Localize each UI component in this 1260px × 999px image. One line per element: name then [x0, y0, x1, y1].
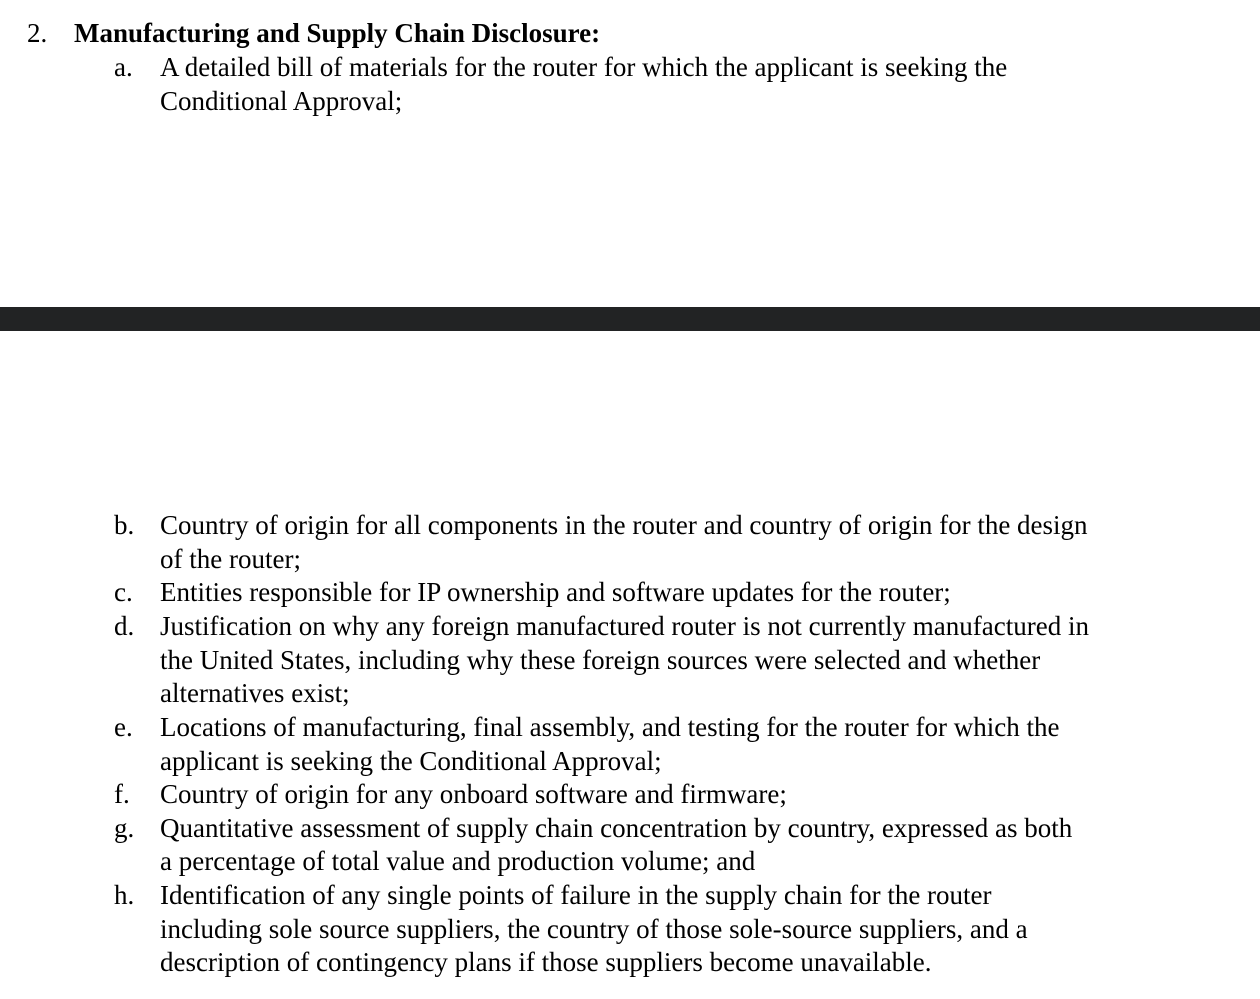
list-item-text: Quantitative assessment of supply chain concentration by country, expressed as both: [160, 813, 1073, 843]
list-marker: b.: [114, 510, 135, 540]
list-item-text: Locations of manufacturing, final assembly, and testing for the router for which the: [160, 712, 1060, 742]
list-marker: c.: [114, 577, 133, 607]
list-item-text: description of contingency plans if those suppliers become unavailable.: [160, 947, 932, 977]
section-number: 2.: [27, 18, 48, 48]
list-item-text: Conditional Approval;: [160, 86, 403, 116]
list-marker: h.: [114, 880, 135, 910]
list-item-text: Identification of any single points of failure in the supply chain for the router: [160, 880, 992, 910]
page-divider: [0, 307, 1260, 331]
list-marker: e.: [114, 712, 133, 742]
list-item-text: Country of origin for all components in the router and country of origin for the design: [160, 510, 1088, 540]
list-item-text: Entities responsible for IP ownership and software updates for the router;: [160, 577, 951, 607]
list-item-text: Justification on why any foreign manufactured router is not currently manufactured in: [160, 611, 1089, 641]
list-marker: g.: [114, 813, 135, 843]
list-item-text: of the router;: [160, 544, 301, 574]
list-item-text: A detailed bill of materials for the router for which the applicant is seeking the: [160, 52, 1008, 82]
list-item-text: applicant is seeking the Conditional Approval;: [160, 746, 662, 776]
list-item-text: Country of origin for any onboard software and firmware;: [160, 779, 787, 809]
list-marker: f.: [114, 779, 130, 809]
list-marker: d.: [114, 611, 135, 641]
list-item-text: including sole source suppliers, the country of those sole-source suppliers, and a: [160, 914, 1028, 944]
section-title: Manufacturing and Supply Chain Disclosure:: [74, 18, 601, 48]
list-item-text: alternatives exist;: [160, 678, 350, 708]
list-marker: a.: [114, 52, 133, 82]
list-item-text: a percentage of total value and production volume; and: [160, 846, 756, 876]
list-item-text: the United States, including why these foreign sources were selected and whether: [160, 645, 1041, 675]
